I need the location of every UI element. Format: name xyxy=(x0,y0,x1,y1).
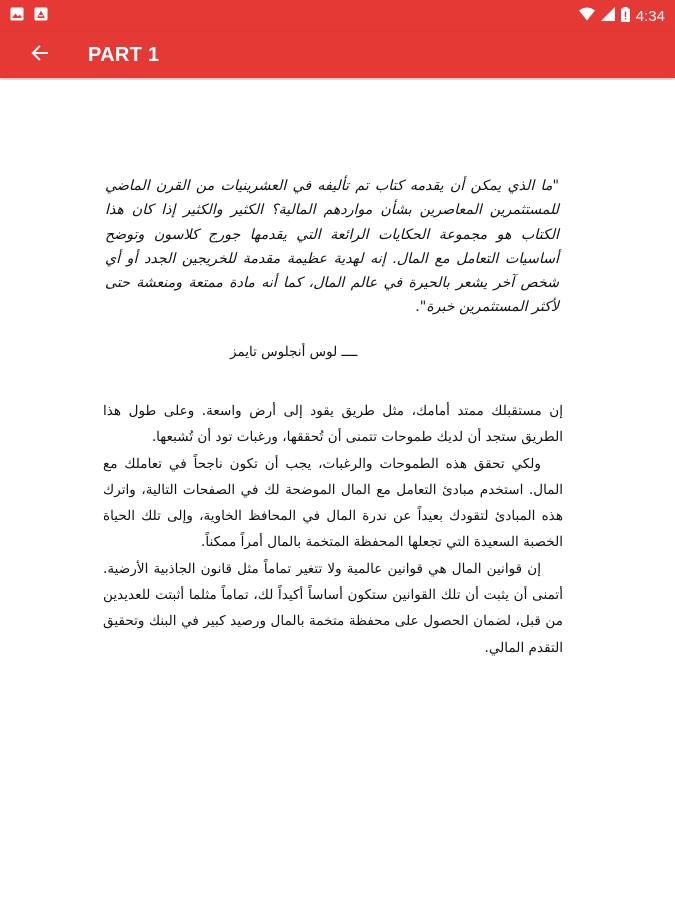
app-bar xyxy=(0,32,675,78)
page-title: PART 1 xyxy=(88,43,160,66)
quote-text: "ما الذي يمكن أن يقدمه كتاب تم تأليفه في العشرينيات من القرن الماضي للمستثمرين المعاصرين بشأن مواردهم المالية؟ الكثير والكثير إذا كان هذا الكتاب هو مجموعة الحكايات الرائعة التي يقدمها جورج كلاسون وتوضح أساسيات التعامل مع المال. إنه لهدية عظيمة مقدمة للخريجين الجدد أو أي شخص آخر يشعر بالحيرة في عالم المال، كما أنه مادة ممتعة ومنعشة حتى لأكثر المستثمرين خبرة". xyxy=(105,178,559,316)
paragraph-2: ولكي تحقق هذه الطموحات والرغبات، يجب أن تكون ناجحاً في تعاملك مع المال. استخدم مبادئ التعامل مع المال الموضحة لك في الصفحات التالية، واترك هذه المبادئ لتقودك بعيداً عن ندرة المال في المحافظ الخاوية، وإلى تلك الحياة الخصبة السعيدة التي تجعلها المحفظة المتخمة بالمال أمراً ممكناً. xyxy=(103,455,563,551)
paragraph-3: إن قوانين المال هي قوانين عالمية ولا تتغير تماماً مثل قانون الجاذبية الأرضية. أتمنى أن يثبت أن تلك القوانين ستكون أساساً أكيداً لك، تماماً مثلما أثبتت للعديدين من قبل، لضمان الحصول على محفظة متخمة بالمال ورصيد كبير في البنك وتحقيق التقدم المالي. xyxy=(103,560,563,656)
back-button[interactable] xyxy=(23,38,57,72)
status-bar xyxy=(0,0,675,32)
battery-icon xyxy=(621,7,630,26)
paragraph-1: إن مستقبلك ممتد أمامك، مثل طريق يقود إلى أرض واسعة. وعلى طول هذا الطريق ستجد أن لديك طموحات تتمنى أن تُحققها، ورغبات تود أن تُشبعها. xyxy=(103,403,563,446)
arrow-back-icon xyxy=(31,44,49,66)
wifi-icon xyxy=(579,7,595,25)
status-right xyxy=(579,7,665,26)
quote-attribution: ــــ لوس أنجلوس تايمز xyxy=(230,344,358,360)
status-left-icons xyxy=(10,7,48,26)
gallery-icon xyxy=(10,7,24,26)
image-icon xyxy=(34,7,48,26)
body-text xyxy=(103,398,563,661)
book-page[interactable] xyxy=(0,80,675,900)
status-time: 4:34 xyxy=(635,7,665,25)
signal-icon xyxy=(601,7,615,25)
